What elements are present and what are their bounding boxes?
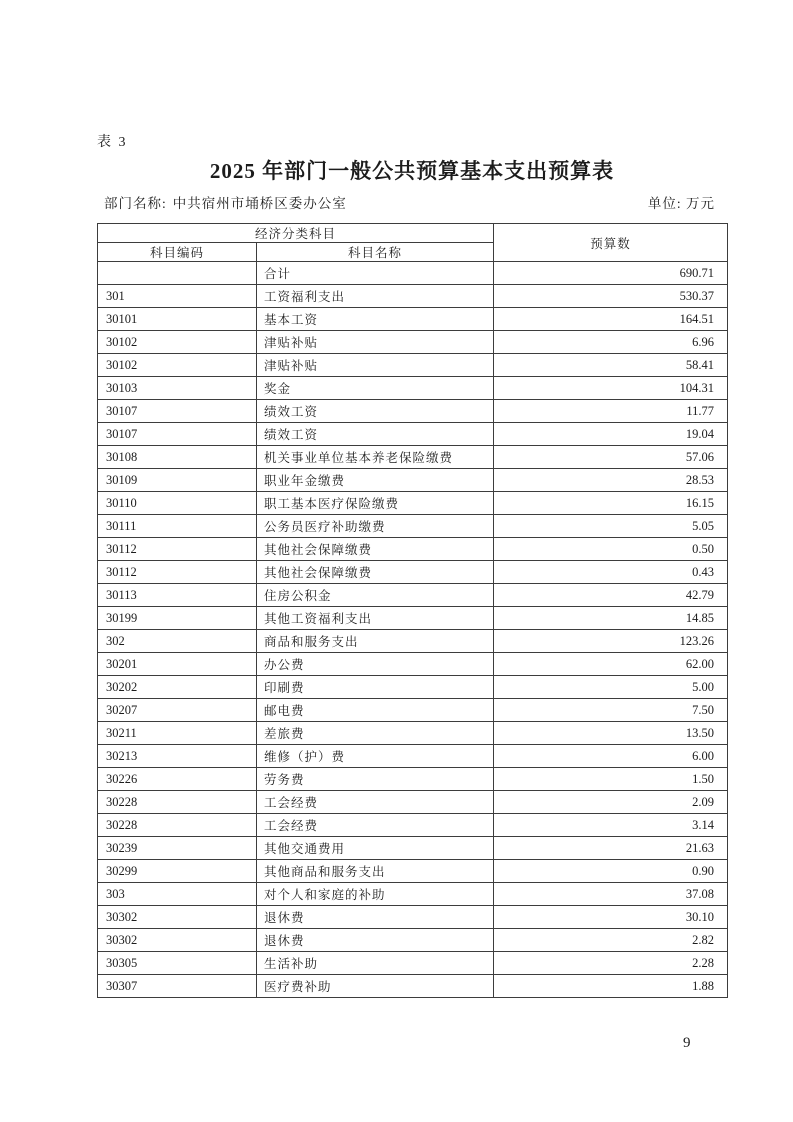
budget-value-cell: 1.50 bbox=[494, 768, 728, 791]
budget-value-cell: 62.00 bbox=[494, 653, 728, 676]
budget-value-cell: 11.77 bbox=[494, 400, 728, 423]
budget-value-cell: 16.15 bbox=[494, 492, 728, 515]
table-row bbox=[98, 860, 728, 883]
table-row bbox=[98, 906, 728, 929]
subject-code-cell: 30103 bbox=[98, 377, 257, 400]
header-budget-amount: 预算数 bbox=[494, 224, 728, 262]
table-row bbox=[98, 745, 728, 768]
budget-value-cell: 57.06 bbox=[494, 446, 728, 469]
table-row bbox=[98, 607, 728, 630]
subject-name-cell: 邮电费 bbox=[257, 699, 494, 722]
header-row-group bbox=[98, 224, 728, 243]
subject-name-cell: 绩效工资 bbox=[257, 400, 494, 423]
subject-code-cell: 30199 bbox=[98, 607, 257, 630]
subject-name-cell: 合计 bbox=[257, 262, 494, 285]
subject-name-cell: 职业年金缴费 bbox=[257, 469, 494, 492]
table-number-label: 表 3 bbox=[97, 135, 128, 150]
budget-value-cell: 19.04 bbox=[494, 423, 728, 446]
table-body bbox=[98, 262, 728, 998]
table-row bbox=[98, 423, 728, 446]
budget-value-cell: 13.50 bbox=[494, 722, 728, 745]
subject-code-cell: 30112 bbox=[98, 561, 257, 584]
subject-code-cell: 30305 bbox=[98, 952, 257, 975]
subject-name-cell: 绩效工资 bbox=[257, 423, 494, 446]
subject-code-cell: 30207 bbox=[98, 699, 257, 722]
subject-code-cell: 30108 bbox=[98, 446, 257, 469]
department-name-line bbox=[97, 192, 347, 212]
subject-code-cell: 30211 bbox=[98, 722, 257, 745]
subject-code-cell: 30226 bbox=[98, 768, 257, 791]
budget-value-cell: 3.14 bbox=[494, 814, 728, 837]
subject-name-cell: 住房公积金 bbox=[257, 584, 494, 607]
table-row bbox=[98, 308, 728, 331]
subject-name-cell: 工会经费 bbox=[257, 791, 494, 814]
budget-value-cell: 21.63 bbox=[494, 837, 728, 860]
subject-name-cell: 其他社会保障缴费 bbox=[257, 561, 494, 584]
subject-name-cell: 医疗费补助 bbox=[257, 975, 494, 998]
table-row bbox=[98, 400, 728, 423]
subject-code-cell: 30239 bbox=[98, 837, 257, 860]
budget-value-cell: 104.31 bbox=[494, 377, 728, 400]
budget-table bbox=[97, 223, 728, 998]
budget-value-cell: 0.50 bbox=[494, 538, 728, 561]
subject-name-cell: 公务员医疗补助缴费 bbox=[257, 515, 494, 538]
table-row bbox=[98, 584, 728, 607]
unit-label: 单位: 万元 bbox=[647, 196, 715, 211]
table-row bbox=[98, 354, 728, 377]
table-row bbox=[98, 975, 728, 998]
budget-value-cell: 37.08 bbox=[494, 883, 728, 906]
table-row bbox=[98, 837, 728, 860]
subject-code-cell: 30213 bbox=[98, 745, 257, 768]
budget-value-cell: 14.85 bbox=[494, 607, 728, 630]
header-subject-code: 科目编码 bbox=[98, 243, 257, 262]
table-row bbox=[98, 377, 728, 400]
subject-name-cell: 其他工资福利支出 bbox=[257, 607, 494, 630]
subject-code-cell: 301 bbox=[98, 285, 257, 308]
page-title: 2025 年部门一般公共预算基本支出预算表 bbox=[209, 159, 615, 183]
table-row bbox=[98, 791, 728, 814]
subject-name-cell: 津贴补贴 bbox=[257, 354, 494, 377]
table-row bbox=[98, 814, 728, 837]
table-row bbox=[98, 952, 728, 975]
header-subject-name: 科目名称 bbox=[257, 243, 494, 262]
subject-code-cell: 30107 bbox=[98, 400, 257, 423]
budget-value-cell: 2.82 bbox=[494, 929, 728, 952]
budget-value-cell: 123.26 bbox=[494, 630, 728, 653]
table-row bbox=[98, 722, 728, 745]
subject-name-cell: 其他交通费用 bbox=[257, 837, 494, 860]
budget-value-cell: 28.53 bbox=[494, 469, 728, 492]
subject-name-cell: 维修（护）费 bbox=[257, 745, 494, 768]
subject-code-cell bbox=[98, 262, 257, 285]
budget-value-cell: 30.10 bbox=[494, 906, 728, 929]
subject-code-cell: 30112 bbox=[98, 538, 257, 561]
budget-value-cell: 0.43 bbox=[494, 561, 728, 584]
subject-code-cell: 30302 bbox=[98, 906, 257, 929]
subject-code-cell: 30110 bbox=[98, 492, 257, 515]
subject-name-cell: 工资福利支出 bbox=[257, 285, 494, 308]
subject-code-cell: 302 bbox=[98, 630, 257, 653]
budget-value-cell: 42.79 bbox=[494, 584, 728, 607]
page-number: 9 bbox=[683, 1035, 691, 1051]
table-row bbox=[98, 929, 728, 952]
budget-value-cell: 690.71 bbox=[494, 262, 728, 285]
table-row bbox=[98, 768, 728, 791]
budget-value-cell: 530.37 bbox=[494, 285, 728, 308]
subject-name-cell: 对个人和家庭的补助 bbox=[257, 883, 494, 906]
table-row bbox=[98, 538, 728, 561]
table-row bbox=[98, 630, 728, 653]
table-header bbox=[98, 224, 728, 262]
subject-code-cell: 30111 bbox=[98, 515, 257, 538]
subject-code-cell: 30102 bbox=[98, 331, 257, 354]
meta-row bbox=[97, 192, 727, 212]
subject-code-cell: 30228 bbox=[98, 814, 257, 837]
budget-value-cell: 6.96 bbox=[494, 331, 728, 354]
subject-name-cell: 其他商品和服务支出 bbox=[257, 860, 494, 883]
budget-value-cell: 58.41 bbox=[494, 354, 728, 377]
header-economic-category: 经济分类科目 bbox=[98, 224, 494, 243]
table-row bbox=[98, 331, 728, 354]
table-row bbox=[98, 446, 728, 469]
subject-name-cell: 工会经费 bbox=[257, 814, 494, 837]
subject-name-cell: 生活补助 bbox=[257, 952, 494, 975]
table-row bbox=[98, 492, 728, 515]
table-row bbox=[98, 883, 728, 906]
budget-value-cell: 1.88 bbox=[494, 975, 728, 998]
subject-code-cell: 30109 bbox=[98, 469, 257, 492]
subject-code-cell: 30107 bbox=[98, 423, 257, 446]
table-row bbox=[98, 653, 728, 676]
budget-value-cell: 5.05 bbox=[494, 515, 728, 538]
table-row bbox=[98, 676, 728, 699]
budget-value-cell: 0.90 bbox=[494, 860, 728, 883]
department-name: 中共宿州市埇桥区委办公室 bbox=[172, 196, 347, 211]
table-row bbox=[98, 561, 728, 584]
table-row bbox=[98, 699, 728, 722]
subject-code-cell: 30102 bbox=[98, 354, 257, 377]
department-label: 部门名称: bbox=[104, 196, 167, 211]
subject-name-cell: 差旅费 bbox=[257, 722, 494, 745]
subject-name-cell: 奖金 bbox=[257, 377, 494, 400]
subject-name-cell: 劳务费 bbox=[257, 768, 494, 791]
table-row bbox=[98, 469, 728, 492]
subject-code-cell: 30299 bbox=[98, 860, 257, 883]
subject-code-cell: 30302 bbox=[98, 929, 257, 952]
subject-name-cell: 办公费 bbox=[257, 653, 494, 676]
subject-name-cell: 基本工资 bbox=[257, 308, 494, 331]
subject-name-cell: 商品和服务支出 bbox=[257, 630, 494, 653]
subject-name-cell: 印刷费 bbox=[257, 676, 494, 699]
budget-value-cell: 7.50 bbox=[494, 699, 728, 722]
table-row bbox=[98, 515, 728, 538]
subject-code-cell: 30101 bbox=[98, 308, 257, 331]
table-row bbox=[98, 285, 728, 308]
subject-name-cell: 退休费 bbox=[257, 929, 494, 952]
subject-code-cell: 30228 bbox=[98, 791, 257, 814]
subject-name-cell: 其他社会保障缴费 bbox=[257, 538, 494, 561]
subject-code-cell: 30202 bbox=[98, 676, 257, 699]
subject-code-cell: 30201 bbox=[98, 653, 257, 676]
budget-value-cell: 6.00 bbox=[494, 745, 728, 768]
subject-code-cell: 303 bbox=[98, 883, 257, 906]
budget-value-cell: 2.09 bbox=[494, 791, 728, 814]
table-row bbox=[98, 262, 728, 285]
subject-name-cell: 机关事业单位基本养老保险缴费 bbox=[257, 446, 494, 469]
budget-value-cell: 5.00 bbox=[494, 676, 728, 699]
subject-code-cell: 30113 bbox=[98, 584, 257, 607]
budget-value-cell: 2.28 bbox=[494, 952, 728, 975]
subject-name-cell: 职工基本医疗保险缴费 bbox=[257, 492, 494, 515]
subject-name-cell: 退休费 bbox=[257, 906, 494, 929]
budget-value-cell: 164.51 bbox=[494, 308, 728, 331]
subject-code-cell: 30307 bbox=[98, 975, 257, 998]
subject-name-cell: 津贴补贴 bbox=[257, 331, 494, 354]
